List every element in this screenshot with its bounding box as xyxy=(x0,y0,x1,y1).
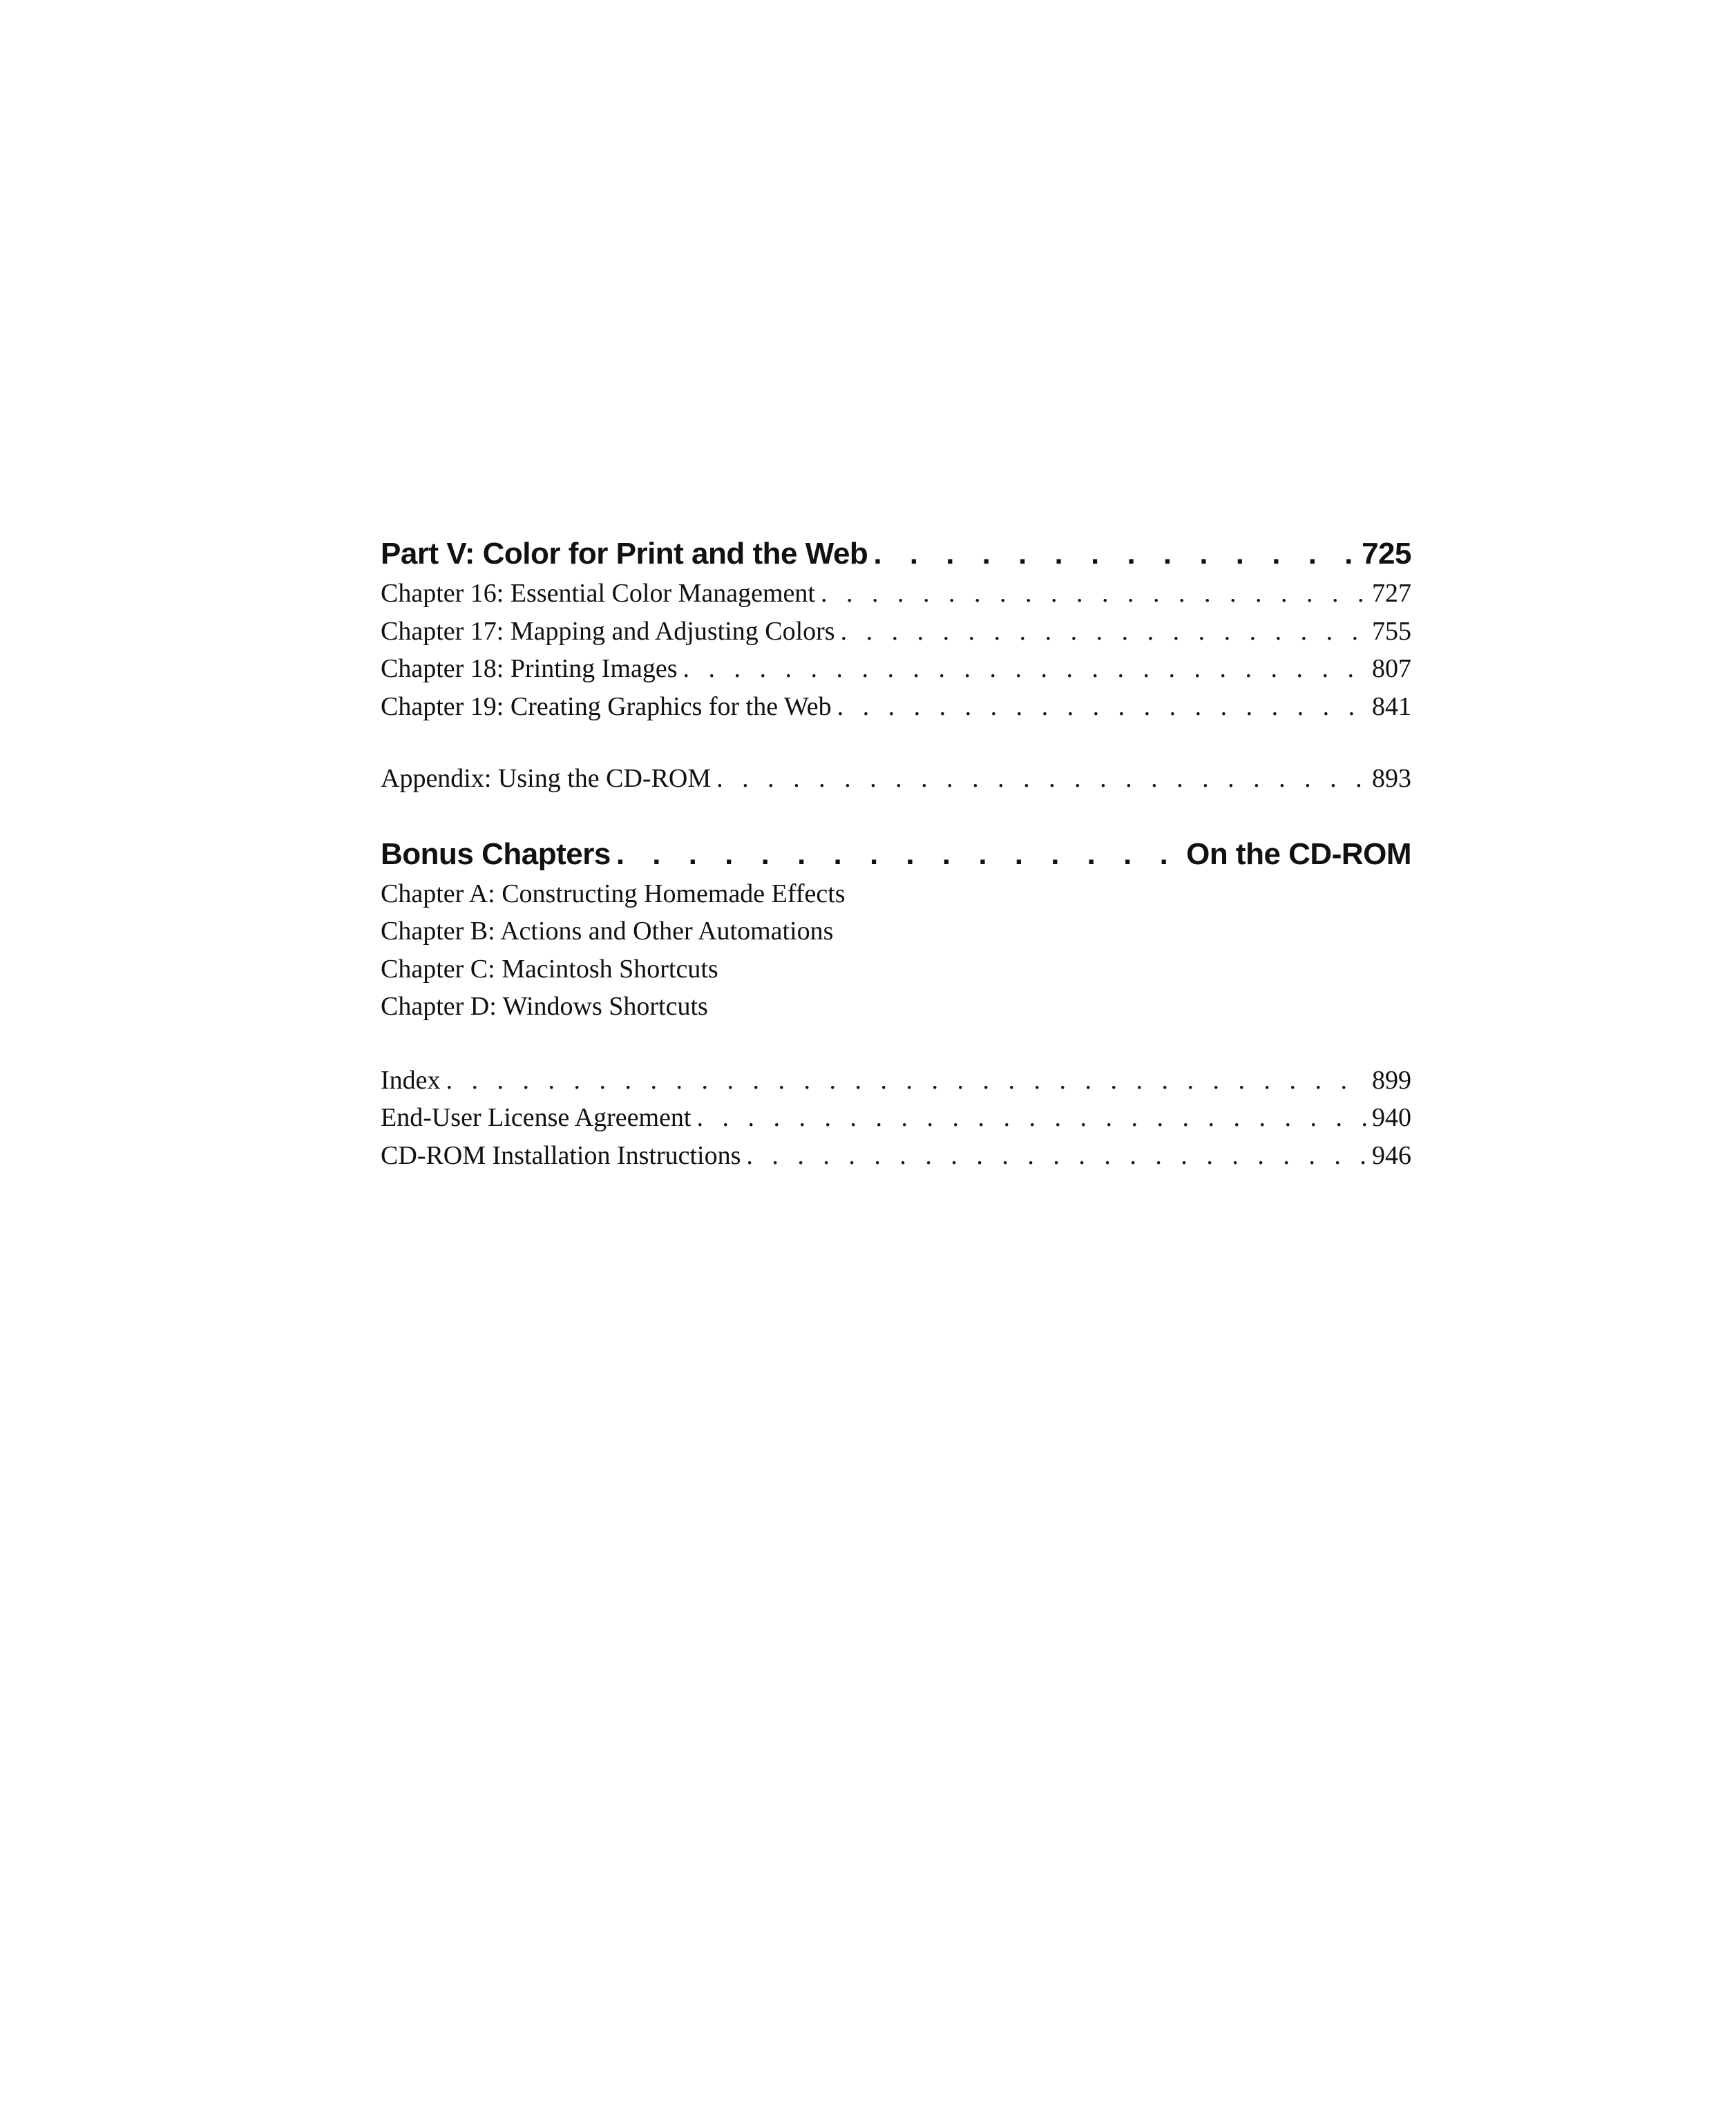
entry-label: Index xyxy=(381,1065,441,1095)
page-number: 946 xyxy=(1372,1140,1411,1170)
toc-entry xyxy=(381,912,1411,950)
bonus-title: Bonus Chapters xyxy=(381,836,611,871)
toc-entry-index xyxy=(381,1062,1411,1100)
page-number: 727 xyxy=(1372,579,1411,608)
toc-entry xyxy=(381,650,1411,688)
entry-label: Appendix: Using the CD-ROM xyxy=(381,764,712,793)
toc-entry-appendix xyxy=(381,760,1411,798)
toc-entry xyxy=(381,575,1411,613)
toc-bonus-heading xyxy=(381,834,1411,875)
spacer xyxy=(381,798,1411,834)
toc-entry xyxy=(381,613,1411,651)
table-of-contents xyxy=(381,533,1411,1174)
page-number: 841 xyxy=(1372,691,1411,721)
dot-leader xyxy=(746,1137,1366,1175)
dot-leader xyxy=(683,650,1366,688)
dot-leader xyxy=(716,760,1366,798)
entry-label: Chapter C: Macintosh Shortcuts xyxy=(381,954,718,984)
page-reference: On the CD-ROM xyxy=(1186,836,1411,871)
spacer xyxy=(381,725,1411,760)
entry-label: Chapter 18: Printing Images xyxy=(381,654,678,683)
dot-leader xyxy=(697,1099,1367,1137)
dot-leader xyxy=(616,834,1181,875)
toc-entry xyxy=(381,688,1411,726)
dot-leader xyxy=(873,533,1356,575)
toc-entry xyxy=(381,950,1411,988)
page-number: 807 xyxy=(1372,654,1411,683)
entry-label: Chapter D: Windows Shortcuts xyxy=(381,992,708,1021)
toc-entry-license xyxy=(381,1099,1411,1137)
part-title: Part V: Color for Print and the Web xyxy=(381,537,868,571)
entry-label: CD-ROM Installation Instructions xyxy=(381,1140,741,1170)
entry-label: Chapter A: Constructing Homemade Effects xyxy=(381,879,846,908)
page-number: 893 xyxy=(1372,764,1411,793)
toc-entry-install xyxy=(381,1137,1411,1175)
dot-leader xyxy=(446,1062,1366,1100)
entry-label: Chapter 17: Mapping and Adjusting Colors xyxy=(381,616,835,646)
entry-label: Chapter 19: Creating Graphics for the Web xyxy=(381,691,832,721)
spacer xyxy=(381,1026,1411,1062)
toc-entry xyxy=(381,988,1411,1026)
entry-label: Chapter B: Actions and Other Automations xyxy=(381,917,834,946)
toc-part-heading xyxy=(381,533,1411,575)
entry-label: End-User License Agreement xyxy=(381,1103,691,1132)
dot-leader xyxy=(841,613,1366,651)
page-number: 899 xyxy=(1372,1065,1411,1095)
page-number: 940 xyxy=(1372,1103,1411,1132)
page-number: 725 xyxy=(1362,537,1411,571)
entry-label: Chapter 16: Essential Color Management xyxy=(381,579,815,608)
toc-entry xyxy=(381,875,1411,913)
page-number: 755 xyxy=(1372,616,1411,646)
dot-leader xyxy=(837,688,1366,726)
dot-leader xyxy=(821,575,1366,613)
